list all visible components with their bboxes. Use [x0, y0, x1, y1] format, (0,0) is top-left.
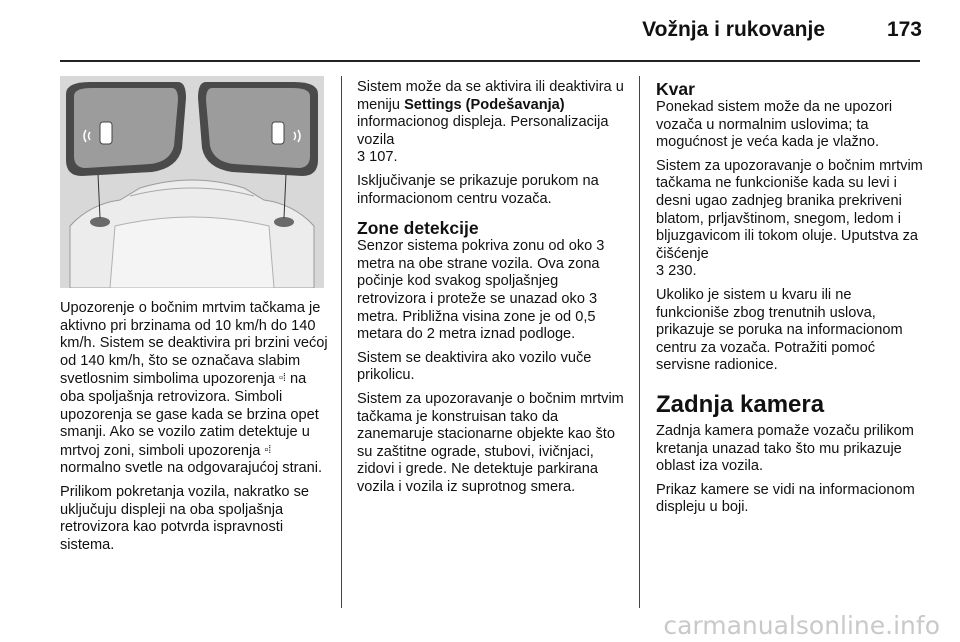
paragraph-fault-dirt: Sistem za upozoravanje o bočnim mrtvim tačkama ne funkcioniše kada su levi i desni ugao zadnjeg branika prekriveni blatom, prljavštinom, snegom, ledom i bljuzgavicom ili tokom oluje. Uputstva za čišćenje 3 230.: [656, 157, 923, 280]
paragraph-speed-range: Upozorenje o bočnim mrtvim tačkama je aktivno pri brzinama od 10 km/h do 140 km/h. Sistem se deaktivira pri brzini većoj od 140 km/h, što se označava slabim svetlosnim simbolima upozorenja ▫⁞ na oba spoljašnja retrovizora. Simboli upozorenja se gase kada se brzina opet smanji. Ako se vozilo zatim detektuje u mrtvoj zoni, simboli upozorenja ▫⁞ normalno svetle na odgovarajućoj strani.: [60, 300, 328, 477]
paragraph-zone-description: Senzor sistema pokriva zonu od oko 3 metra na obe strane vozila. Ova zona počinje kod svakog spoljašnjeg retrovizora i proteže se unazad oko 3 metra. Približna visina zone je od 0,5 metara do 2 metra iznad podloge.: [357, 238, 605, 343]
paragraph-deactivation: Isključivanje se prikazuje porukom na informacionom centru vozača.: [357, 172, 599, 207]
page-number: 173: [886, 18, 922, 41]
paragraph-startup-check: Prilikom pokretanja vozila, nakratko se uključuju displeji na oba spoljašnja retrovizora kao potvrda ispravnosti sistema.: [60, 483, 310, 553]
heading-rear-camera: Zadnja kamera: [656, 390, 825, 418]
mirror-illustration: [60, 76, 324, 288]
heading-fault: Kvar: [656, 79, 695, 99]
page-reference: 3 107.: [357, 149, 398, 166]
paragraph-settings: Sistem može da se aktivira ili deaktivira u meniju Settings (Podešavanja) informacionog displeja. Personalizacija vozila 3 107.: [357, 79, 624, 166]
settings-menu-label: Settings (Podešavanja): [404, 96, 565, 113]
column-3: [656, 79, 928, 523]
paragraph-fault-intro: Ponekad sistem može da ne upozori vozača u normalnim uslovima; ta mogućnost je veća kada je vlažno.: [656, 99, 893, 151]
column-divider-left: [341, 76, 342, 608]
paragraph-camera-intro: Zadnja kamera pomaže vozaču prilikom kretanja unazad tako što mu prikazuje oblast iza vozila.: [656, 422, 914, 475]
paragraph-fault-message: Ukoliko je sistem u kvaru ili ne funkcioniše zbog trenutnih uslova, prikazuje se poruka na informacionom centru za vozača. Potražiti pomoć servisne radionice.: [656, 286, 903, 374]
paragraph-stationary-objects: Sistem za upozoravanje o bočnim mrtvim tačkama je konstruisan tako da zanemaruje stacionarne objekte kao što su zaštitne ograde, stubovi, ivičnjaci, zidovi i grede. Ne detektuje parkirana vozila i vozila iz suprotnog smera.: [357, 390, 624, 495]
blind-spot-warning-icon: ▫⁞: [264, 443, 272, 456]
watermark: carmanualsonline.info: [663, 611, 940, 640]
blind-spot-warning-icon: ▫⁞: [279, 372, 286, 385]
paragraph-trailer: Sistem se deaktivira ako vozilo vuče prikolicu.: [357, 349, 592, 384]
header-rule: [60, 60, 920, 62]
paragraph-camera-display: Prikaz kamere se vidi na informacionom displeju u boji.: [656, 481, 915, 516]
header-title: Vožnja i rukovanje: [642, 18, 825, 41]
column-divider-right: [639, 76, 640, 608]
heading-detection-zones: Zone detekcije: [357, 218, 479, 239]
page-reference: 3 230.: [656, 263, 697, 280]
column-1: [60, 300, 332, 560]
column-2: [357, 79, 629, 502]
